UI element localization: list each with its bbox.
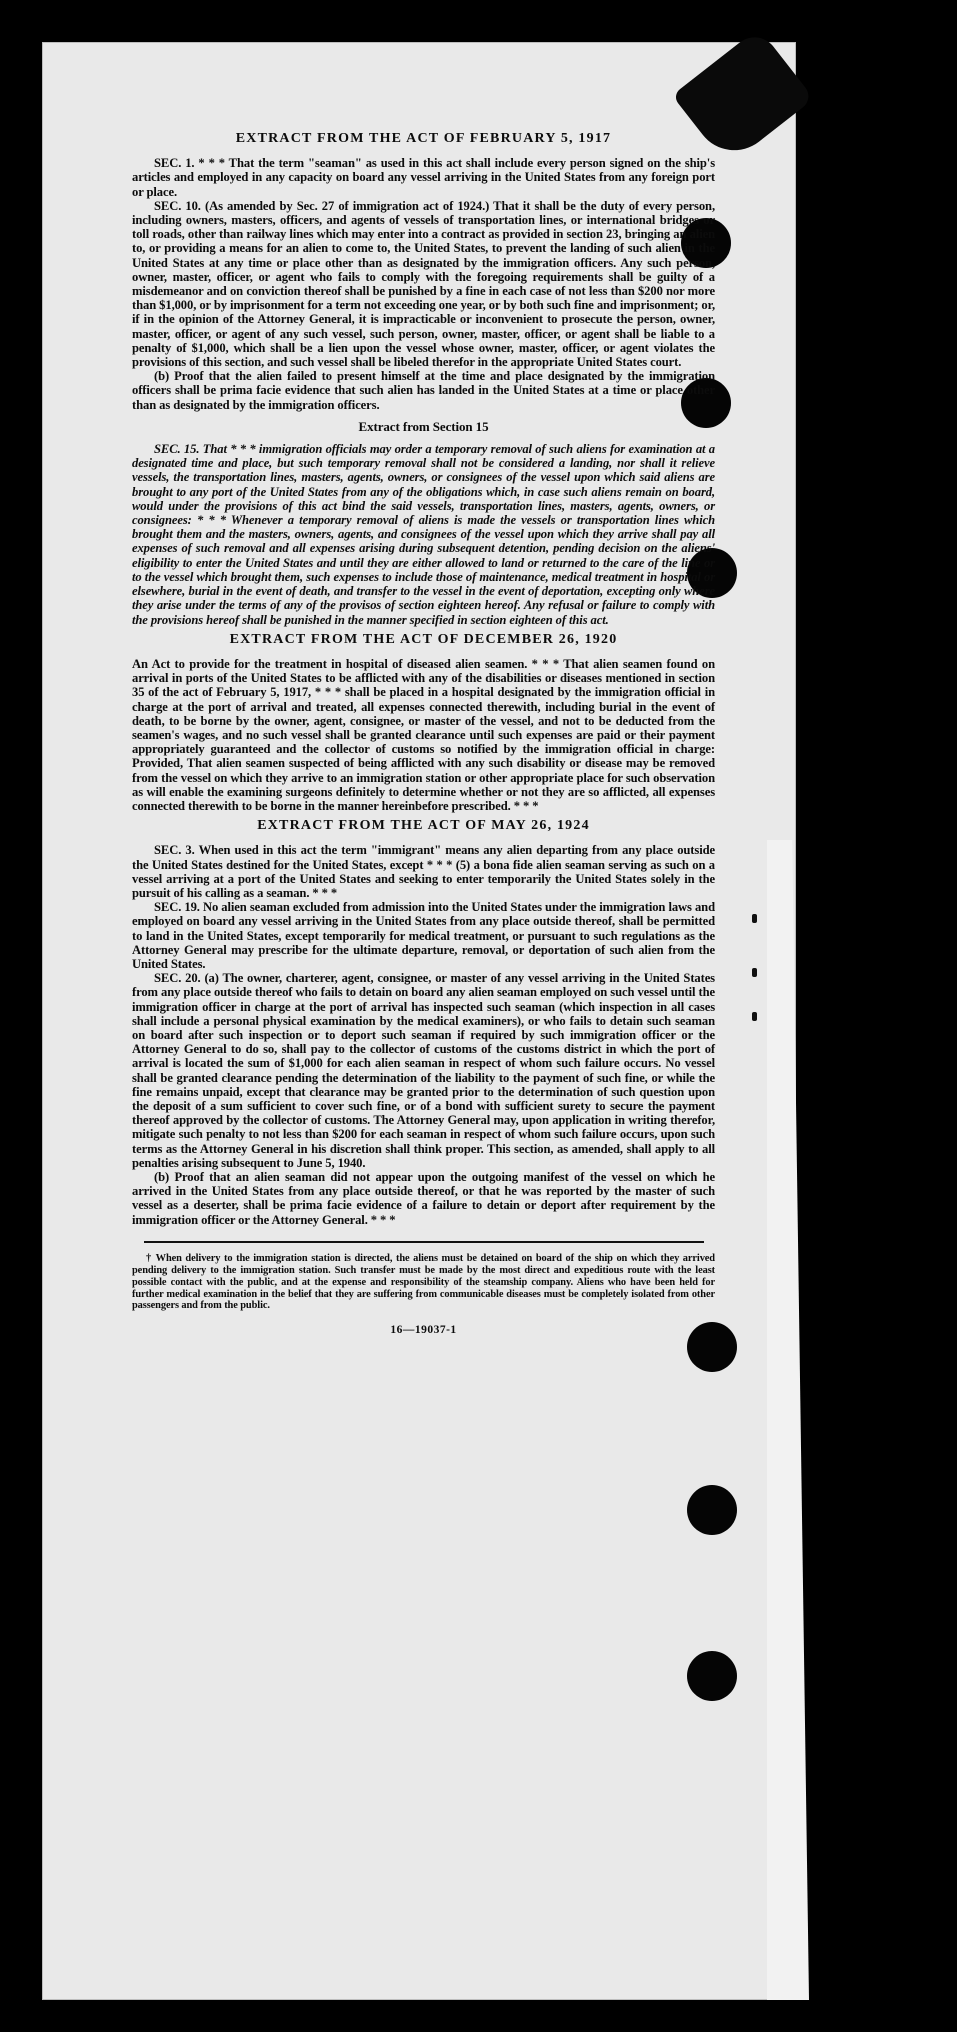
document-content xyxy=(132,126,715,1337)
paragraph-sec-1: SEC. 1. * * * That the term "seaman" as used in this act shall include every person signed on the ship's articles and employed in any capacity on board any vessel arriving in the United States from any foreign port or place. xyxy=(132,156,715,199)
form-number: 16—19037-1 xyxy=(390,1323,457,1336)
paragraph-sec-19: SEC. 19. No alien seaman excluded from admission into the United States under the immigration laws and employed on board any vessel arriving in the United States from any place outside thereof, shall be permitted to land in the United States, except temporarily for medical treatment, or pursuant to such regulations as the Attorney General may prescribe for the ultimate departure, removal, or deportation of such alien from the United States. xyxy=(132,900,715,971)
heading-act-1924: EXTRACT FROM THE ACT OF MAY 26, 1924 xyxy=(257,818,590,834)
paragraph-sec-20-a: SEC. 20. (a) The owner, charterer, agent, consignee, or master of any vessel arriving in the United States from any place outside thereof who fails to detain on board any alien seaman employed on such vessel until the immigration officer in charge at the port of arrival has inspected such seaman (which inspection in all cases shall include a personal physical examination by the medical examiners), or who fails to detain such seaman on board after such inspection or to deport such seaman if required by such immigration officer or the Attorney General to do so, shall pay to the collector of customs of the customs district in which the port of arrival is located the sum of $1,000 for each alien seaman in respect of whom such failure occurs. No vessel shall be granted clearance pending the determination of the liability to the payment of such fine, or while the fine remains unpaid, except that clearance may be granted prior to the determination of such question upon the deposit of a sum sufficient to cover such fine, or of a bond with sufficient surety to secure the payment thereof approved by the collector of customs. The Attorney General may, upon application in writing therefor, mitigate such penalty to not less than $200 for each seaman in respect of whom such failure occurs, upon such terms as the Attorney General in his discretion shall think proper. This section, as amended, shall apply to all penalties arising subsequent to June 5, 1940. xyxy=(132,971,715,1170)
margin-mark xyxy=(752,1012,757,1021)
paragraph-sec-10: SEC. 10. (As amended by Sec. 27 of immigration act of 1924.) That it shall be the duty of every person, including owners, masters, officers, and agents of vessels of transportation lines, or international bridges or toll roads, other than railway lines which may enter into a contract as provided in section 23, bringing an alien to, or providing a means for an alien to come to, the United States, to prevent the landing of such alien in the United States at any time or place other than as designated by the immigration officers. Any such person, owner, master, officer, or agent who fails to comply with the foregoing requirements shall be guilty of a misdemeanor and on conviction thereof shall be punished by a fine in each case of not less than $200 nor more than $1,000, or by imprisonment for a term not exceeding one year, or by both such fine and imprisonment; or, if in the opinion of the Attorney General, it is impracticable or inconvenient to prosecute the person, owner, master, officer, or agent of any such vessel, such person, owner, master, officer, or agent shall be liable to a penalty of $1,000, which shall be a lien upon the vessel whose owner, master, officer, or agent violates the provisions of this section, and such vessel shall be libeled therefor in the appropriate United States court. xyxy=(132,198,715,370)
paragraph-sec-15: SEC. 15. That * * * immigration officials may order a temporary removal of such aliens for examination at a designated time and place, but such temporary removal shall not be considered a landing, nor shall it relieve vessels, the transportation lines, masters, agents, owners, or consignees of the vessel upon which said aliens are brought to any port of the United States from any of the obligations which, in case such aliens remain on board, would under the provisions of this act bind the said vessels, transportation lines, masters, agents, owners, or consignees: * * * Whenever a temporary removal of aliens is made the vessels or transportation lines which brought them and the masters, owners, agents, and consignees of the vessel upon which they arrive shall pay all expenses of such removal and all expenses arising during subsequent detention, pending decision on the aliens' eligibility to enter the United States and until they are either allowed to land or returned to the care of the line or to the vessel which brought them, such expenses to include those of maintenance, medical treatment in hospital or elsewhere, burial in the event of death, and transfer to the vessel in the event of deportation, excepting only where they arise under the terms of any of the provisos of section eighteen hereof. Any refusal or failure to comply with the provisions hereof shall be punished in the manner specified in section eighteen of this act. xyxy=(132,442,715,627)
punch-hole xyxy=(687,1485,737,1535)
paragraph-sec-3: SEC. 3. When used in this act the term "immigrant" means any alien departing from any place outside the United States destined for the United States, except * * * (5) a bona fide alien seaman serving as such on a vessel arriving at a port of the United States and seeking to enter temporarily the United States solely in the pursuit of his calling as a seaman. * * * xyxy=(132,843,715,900)
paragraph-sec-10-b: (b) Proof that the alien failed to present himself at the time and place designated by the immigration officers shall be prima facie evidence that such alien has landed in the United States at a time or place other than as designated by the immigration officers. xyxy=(132,369,715,412)
paragraph-sec-20-b: (b) Proof that an alien seaman did not appear upon the outgoing manifest of the vessel on which he arrived in the United States from any place outside thereof, or that he was reported by the master of such vessel as a deserter, shall be prima facie evidence of a failure to detain or deport after requirement by the immigration officer or the Attorney General. * * * xyxy=(132,1170,715,1227)
margin-mark xyxy=(752,968,757,977)
heading-act-1920: EXTRACT FROM THE ACT OF DECEMBER 26, 1920 xyxy=(229,631,618,647)
footnote-divider xyxy=(144,1241,704,1243)
heading-section-15: Extract from Section 15 xyxy=(358,418,489,434)
margin-mark xyxy=(752,914,757,923)
punch-hole xyxy=(687,1651,737,1701)
heading-act-1917: EXTRACT FROM THE ACT OF FEBRUARY 5, 1917 xyxy=(235,131,612,146)
footnote: † When delivery to the immigration station is directed, the aliens must be detained on board of the ship on which they arrived pending delivery to the immigration station. Such transfer must be made by the most direct and expeditious route with the least possible contact with the public, and at the expense and responsibility of the steamship company. Aliens who have been held for further medical examination in the belief that they are suffering from communicable diseases must be completely isolated from other passengers and from the public. xyxy=(132,1253,715,1312)
page-fold-shadow xyxy=(767,840,809,2000)
paragraph-act-1920: An Act to provide for the treatment in hospital of diseased alien seamen. * * * That alien seamen found on arrival in ports of the United States to be afflicted with any of the disabilities or diseases mentioned in section 35 of the act of February 5, 1917, * * * shall be placed in a hospital designated by the immigration official in charge at the port of arrival and treated, all expenses connected therewith, including burial in the event of death, to be borne by the owner, agent, consignee, or master of the vessel, and not to be deducted from the seamen's wages, and no such vessel shall be granted clearance until such expenses are paid or their payment appropriately guaranteed and the collector of customs so notified by the immigration official in charge: Provided, That alien seamen suspected of being afflicted with any such disability or disease may be removed from the vessel on which they arrive to an immigration station or other appropriate place for such observation as will enable the examining surgeons definitely to determine whether or not they are so afflicted, all expenses connected therewith to be borne in the manner hereinbefore prescribed. * * * xyxy=(132,656,715,813)
